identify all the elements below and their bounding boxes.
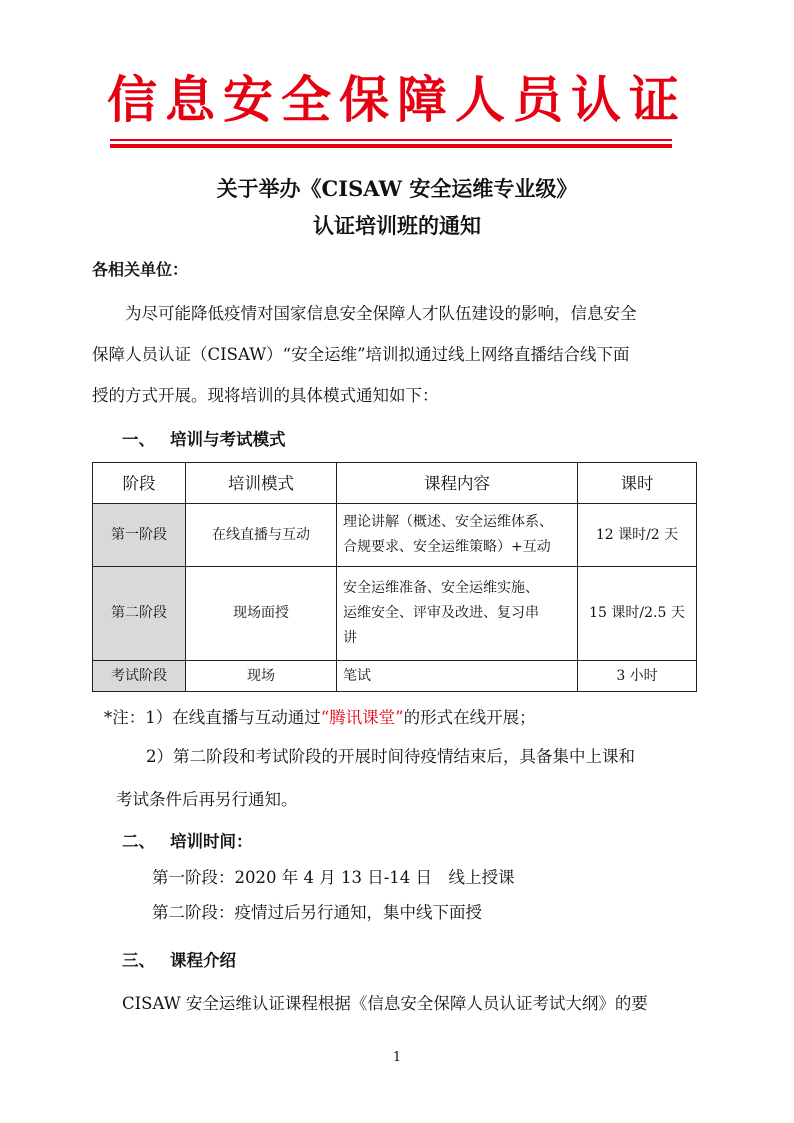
table-row	[93, 661, 697, 692]
schedule-stage2: 第二阶段：疫情过后另行通知，集中线下面授	[152, 903, 482, 922]
content-cell	[337, 661, 578, 692]
salutation: 各相关单位：	[92, 260, 189, 279]
intro-line3: 授的方式开展。现将培训的具体模式通知如下：	[92, 386, 439, 405]
section1-heading	[122, 428, 286, 452]
header-content: 课程内容	[337, 463, 578, 504]
header-hours: 课时	[578, 463, 697, 504]
content-cell	[337, 504, 578, 567]
certification-banner: 信息安全保障人员认证	[107, 71, 687, 129]
note-line3: 考试条件后再另行通知。	[116, 790, 298, 809]
note-suffix: 的形式在线开展；	[403, 708, 536, 727]
mode-cell: 现场	[186, 661, 337, 692]
section3-title: 课程介绍	[170, 951, 236, 970]
mode-cell: 现场面授	[186, 567, 337, 661]
training-mode-table	[92, 462, 697, 692]
mode-cell: 在线直播与互动	[186, 504, 337, 567]
hours-cell: 3 小时	[578, 661, 697, 692]
table-row	[93, 504, 697, 567]
tencent-classroom-highlight: “腾讯课堂”	[320, 708, 404, 727]
notice-title-line2: 认证培训班的通知	[313, 213, 481, 238]
section3-heading	[122, 949, 236, 973]
section2-heading	[122, 830, 253, 854]
intro-line2: 保障人员认证（CISAW）“安全运维”培训拟通过线上网络直播结合线下面	[92, 345, 630, 364]
hours-cell: 12 课时/2 天	[578, 504, 697, 567]
content-line: 讲	[343, 630, 357, 646]
note-prefix: *注：1）在线直播与互动通过	[104, 708, 321, 727]
section3-number: 三、	[122, 951, 155, 970]
content-line: 理论讲解（概述、安全运维体系、	[343, 514, 553, 530]
header-mode: 培训模式	[186, 463, 337, 504]
red-divider-thin	[110, 139, 672, 141]
note-line2: 2）第二阶段和考试阶段的开展时间待疫情结束后，具备集中上课和	[146, 747, 635, 766]
page-number: 1	[392, 1050, 402, 1065]
note-line1	[104, 706, 716, 730]
content-line: 合规要求、安全运维策略）+互动	[343, 539, 551, 555]
section1-number: 一、	[122, 430, 155, 449]
course-intro-line1: CISAW 安全运维认证课程根据《信息安全保障人员认证考试大纲》的要	[122, 994, 648, 1013]
red-divider-thick	[110, 144, 672, 148]
notice-title-line1: 关于举办《CISAW 安全运维专业级》	[216, 176, 578, 201]
section1-title: 培训与考试模式	[170, 430, 286, 449]
content-line: 运维安全、评审及改进、复习串	[343, 605, 539, 621]
content-cell	[337, 567, 578, 661]
stage-cell: 考试阶段	[93, 661, 186, 692]
stage-cell: 第一阶段	[93, 504, 186, 567]
schedule-stage1: 第一阶段：2020 年 4 月 13 日-14 日 线上授课	[152, 868, 515, 887]
content-line: 笔试	[343, 667, 371, 684]
section2-number: 二、	[122, 832, 155, 851]
hours-cell: 15 课时/2.5 天	[578, 567, 697, 661]
table-row	[93, 567, 697, 661]
content-line: 安全运维准备、安全运维实施、	[343, 580, 539, 596]
intro-line1: 为尽可能降低疫情对国家信息安全保障人才队伍建设的影响，信息安全	[125, 304, 637, 323]
stage-cell: 第二阶段	[93, 567, 186, 661]
table-header-row	[93, 463, 697, 504]
section2-title: 培训时间：	[170, 832, 253, 851]
header-stage: 阶段	[93, 463, 186, 504]
